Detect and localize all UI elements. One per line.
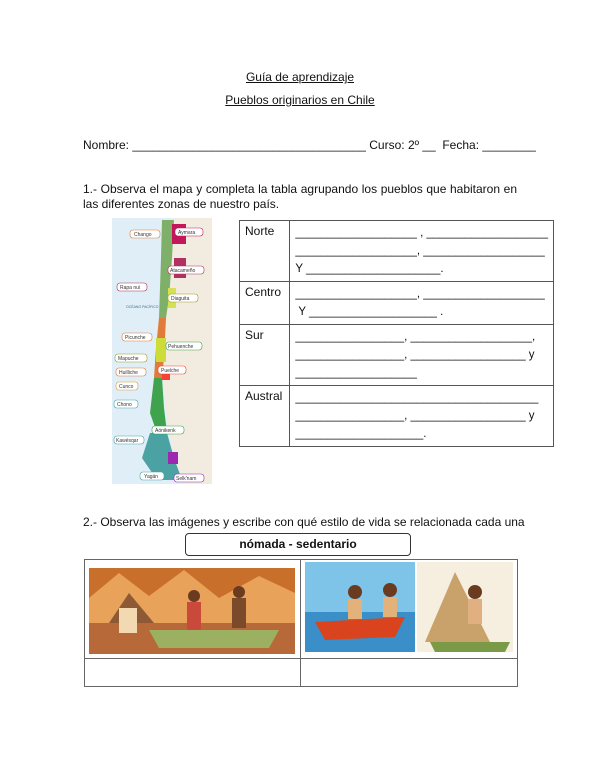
table-row xyxy=(240,325,554,386)
answer-cell[interactable] xyxy=(290,386,554,447)
map-label: Picunche xyxy=(125,335,146,341)
image-table xyxy=(84,559,518,687)
question-2: 2.- Observa las imágenes y escribe con qué estilo de vida se relacionada cada una xyxy=(83,515,525,529)
map-label: Chango xyxy=(134,232,152,238)
student-info-line: Nombre: ___________________________________ Curso: 2º __ Fecha: ________ xyxy=(83,138,536,152)
table-row xyxy=(240,386,554,447)
map-label: Rapa nui xyxy=(120,285,141,291)
answer-line: ___________________, ___________________ xyxy=(295,245,545,257)
sedentary-illustration xyxy=(89,568,295,654)
answer-cell[interactable] xyxy=(290,282,554,325)
answer-cell[interactable] xyxy=(290,325,554,386)
map-mapuche-zone xyxy=(156,338,166,362)
answer-line: ______________________________________ xyxy=(295,392,539,404)
map-label: Chono xyxy=(117,402,132,408)
answer-line: _________________, __________________ y xyxy=(295,410,535,422)
answer-line: ___________________ xyxy=(295,367,417,379)
zone-label: Norte xyxy=(240,221,290,282)
map-label: Pehuenche xyxy=(168,344,194,350)
answer-line: _________________, __________________ y xyxy=(295,349,535,361)
answer-cell[interactable] xyxy=(290,221,554,282)
row-divider xyxy=(85,658,517,659)
answer-line: _________________, ___________________, xyxy=(295,331,536,343)
zone-label: Sur xyxy=(240,325,290,386)
column-divider xyxy=(300,560,301,686)
answer-line: Y _____________________. xyxy=(295,263,444,275)
chile-map xyxy=(112,218,212,484)
map-label: Puelche xyxy=(161,368,180,374)
map-label: Huilliche xyxy=(119,370,138,376)
map-label: Diaguita xyxy=(171,296,190,302)
map-label: Selk'nam xyxy=(176,476,197,482)
answer-line: ____________________. xyxy=(295,428,427,440)
map-label: Aónikenk xyxy=(155,428,176,434)
map-ocean-label: OCÉANO PACÍFICO xyxy=(126,305,159,309)
map-label: Mapuche xyxy=(118,356,139,362)
nomadic-illustration xyxy=(305,562,513,652)
table-row xyxy=(240,221,554,282)
page-title: Guía de aprendizaje xyxy=(245,70,355,84)
answer-line: ___________________ , ___________________ xyxy=(295,227,548,239)
page-subtitle: Pueblos originarios en Chile xyxy=(225,93,375,107)
map-label: Atacameño xyxy=(170,268,196,274)
answer-line: ___________________, ___________________ xyxy=(295,288,545,300)
map-label: Yagán xyxy=(144,474,159,480)
zones-table xyxy=(239,220,554,447)
map-label: Aymara xyxy=(178,230,196,236)
map-label: Kawésqar xyxy=(116,438,139,444)
answer-line: Y ____________________ . xyxy=(295,306,444,318)
map-selknam-zone xyxy=(168,452,178,464)
word-bank-banner: nómada - sedentario xyxy=(185,533,411,556)
map-label: Cunco xyxy=(119,384,134,390)
zone-label: Austral xyxy=(240,386,290,447)
table-row xyxy=(240,282,554,325)
zone-label: Centro xyxy=(240,282,290,325)
question-1: 1.- Observa el mapa y completa la tabla agrupando los pueblos que habitaron en las diferentes zonas de nuestro país. xyxy=(83,182,517,211)
